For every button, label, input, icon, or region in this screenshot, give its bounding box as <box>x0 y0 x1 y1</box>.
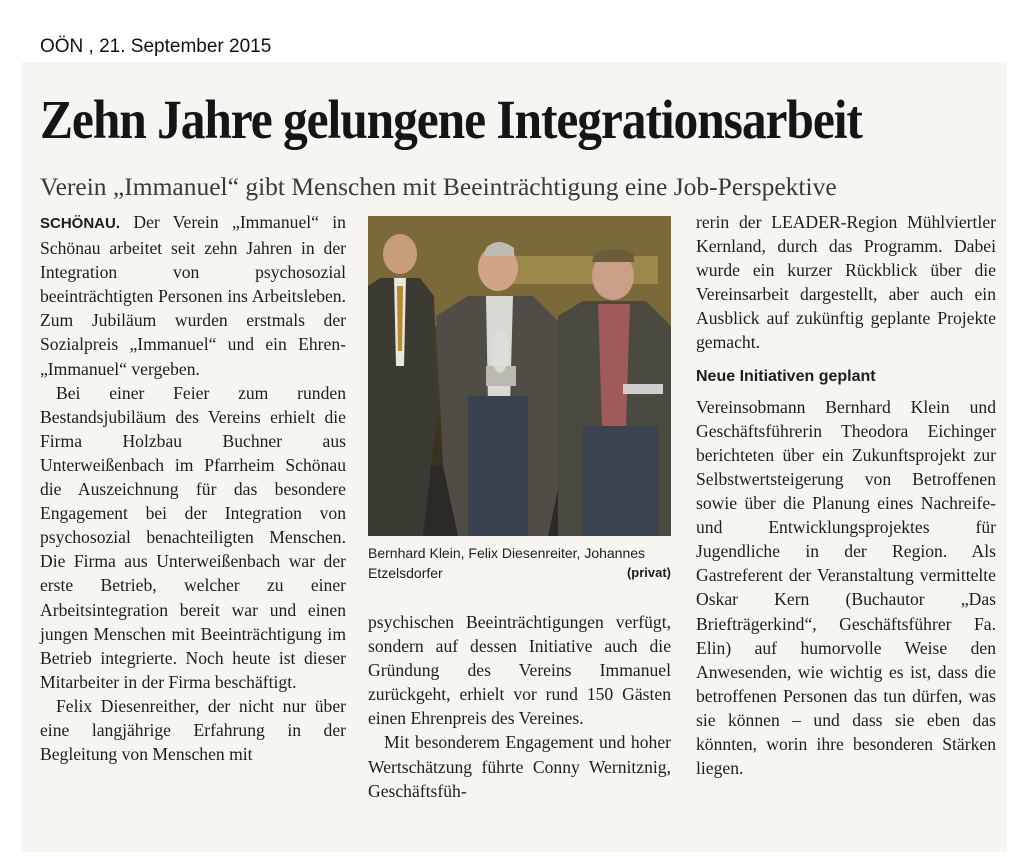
photo-credit: (privat) <box>626 565 671 580</box>
headline: Zehn Jahre gelungene Integrationsarbeit <box>40 89 862 150</box>
paragraph: Bei einer Feier zum runden Bestandsjubiläum des Vereins erhielt die Firma Holzbau Buchner aus Unterweißenbach im Pfarrheim Schönau die Auszeichnung für das besondere Engagement bei der Integration von psychosozial benachteiligten Menschen. Die Firma aus Unterweißenbach war der erste Betrieb, welcher zu einer Arbeitsintegration bereit war und einen jungen Menschen mit Beeinträchtigung im Betrieb integrierte. Noch heute ist dieser Mitarbeiter in der Firma beschäftigt. <box>40 382 346 692</box>
award-photo <box>368 216 671 536</box>
subheadline: Verein „Immanuel“ gibt Menschen mit Beeinträchtigung eine Job-Perspektive <box>40 172 837 201</box>
paragraph: SCHÖNAU. Der Verein „Immanuel“ in Schönau arbeitet seit zehn Jahren in der Integration von psychosozial beeinträchtigten Personen ins Arbeitsleben. Zum Jubiläum wurden erstmals der Sozialpreis „Immanuel“ und ein Ehren-„Immanuel“ vergeben. <box>40 212 346 379</box>
article-column-1 <box>40 210 346 766</box>
article-column-3 <box>696 210 996 780</box>
award-photo-illustration <box>368 216 671 536</box>
paragraph: psychischen Beeinträchtigungen verfügt, sondern auf dessen Initiative auch die Gründung des Vereins Immanuel zurückgeht, erhielt vor rund 150 Gästen einen Ehrenpreis des Vereines. <box>368 612 671 729</box>
paragraph: rerin der LEADER-Region Mühlviertler Kernland, durch das Programm. Dabei wurde ein kurzer Rückblick über die Vereinsarbeit dargestellt, aber auch ein Ausblick auf zukünftig geplante Projekte gemacht. <box>696 212 996 353</box>
paragraph: Felix Diesenreither, der nicht nur über eine langjährige Erfahrung in der Begleitung von Menschen mit <box>40 695 346 765</box>
photo-caption: Bernhard Klein, Felix Diesenreiter, Johannes Etzelsdorfer (privat) <box>368 545 671 581</box>
dateline: SCHÖNAU. <box>40 215 121 232</box>
source-date: OÖN , 21. September 2015 <box>40 36 272 57</box>
paragraph: Mit besonderem Engagement und hoher Wertschätzung führte Conny Wernitznig, Geschäftsfüh- <box>368 732 671 801</box>
paragraph: Vereinsobmann Bernhard Klein und Geschäftsführerin Theodora Eichinger berichteten über ein Zukunftsprojekt zur Selbstwertsteigerung von Betroffenen sowie über die Planung eines Nachreife- und Entwicklungsprojektes für Jugendliche in der Region. Als Gastreferent der Veranstaltung vermittelte Oskar Kern (Buchautor „Das Briefträgerkind“, Geschäftsführer Fa. Elin) auf humorvolle Weise den Anwesenden, wie wichtig es ist, dass die betroffenen Personen das tun dürfen, was sie können – und dass sie eben das könnten, worin ihre besonderen Stärken liegen. <box>696 396 996 779</box>
section-subheading: Neue Initiativen geplant <box>696 367 876 385</box>
article-column-2 <box>368 610 671 803</box>
